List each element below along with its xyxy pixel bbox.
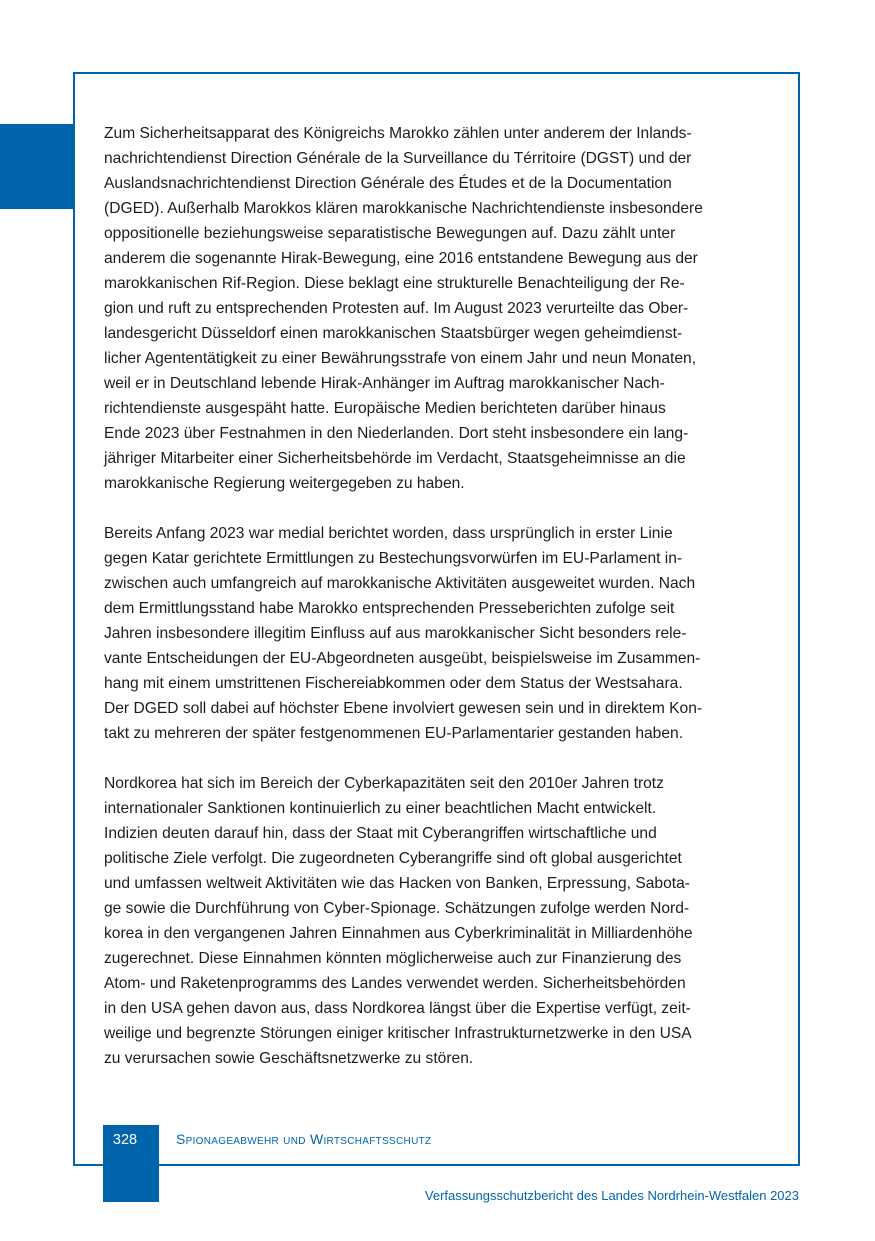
page-number: 328 <box>112 1132 138 1148</box>
section-title: Spionageabwehr und Wirtschaftsschutz <box>176 1131 432 1147</box>
paragraph-morocco-security: Zum Sicherheitsapparat des Königreichs Marokko zählen unter anderem der Inlands- nachrichtendienst Direction Générale de la Surveillance du Térritoire (DGST) und der Auslandsnachrichtendienst Direction Générale des Études et de la Documentation (DGED). Außerhalb Marokkos klären marokkanische Nachrichtendienste insbesondere oppositionelle beziehungsweise separatistische Bewegungen auf. Dazu zählt unter anderem die sogenannte Hirak-Bewegung, eine 2016 entstandene Bewegung aus der marokkanischen Rif-Region. Diese beklagt eine strukturelle Benachteiligung der Re- gion und ruft zu entsprechenden Protesten auf. Im August 2023 verurteilte das Ober- landesgericht Düsseldorf einen marokkanischen Staatsbürger wegen geheimdienst- licher Agententätigkeit zu einer Bewährungsstrafe von einem Jahr und neun Monaten, weil er in Deutschland lebende Hirak-Anhänger im Auftrag marokkanischer Nach- richtendienste ausgespäht hatte. Europäische Medien berichteten darüber hinaus Ende 2023 über Festnahmen in den Niederlanden. Dort steht insbesondere ein lang- jähriger Mitarbeiter einer Sicherheitsbehörde im Verdacht, Staatsgeheimnisse an die marokkanische Regierung weitergegeben zu haben. <box>104 125 703 492</box>
body-text <box>104 121 770 1096</box>
report-footer: Verfassungsschutzbericht des Landes Nordrhein-Westfalen 2023 <box>424 1188 799 1203</box>
chapter-tab-marker <box>0 124 74 209</box>
page-number-box <box>103 1125 159 1202</box>
paragraph-eu-parliament: Bereits Anfang 2023 war medial berichtet worden, dass ursprünglich in erster Linie gegen Katar gerichtete Ermittlungen zu Bestechungsvorwürfen im EU-Parlament in- zwischen auch umfangreich auf marokkanische Aktivitäten ausgeweitet wurden. Nach dem Ermittlungsstand habe Marokko entsprechenden Presseberichten zufolge seit Jahren insbesondere illegitim Einfluss auf aus marokkanischer Sicht besonders rele- vante Entscheidungen der EU-Abgeordneten ausgeübt, beispielsweise im Zusammen- hang mit einem umstrittenen Fischereiabkommen oder dem Status der Westsahara. Der DGED soll dabei auf höchster Ebene involviert gewesen sein und in direktem Kon- takt zu mehreren der später festgenommenen EU-Parlamentarier gestanden haben. <box>104 525 703 742</box>
paragraph-north-korea-cyber: Nordkorea hat sich im Bereich der Cyberkapazitäten seit den 2010er Jahren trotz internationaler Sanktionen kontinuierlich zu einer beachtlichen Macht entwickelt. Indizien deuten darauf hin, dass der Staat mit Cyberangriffen wirtschaftliche und politische Ziele verfolgt. Die zugeordneten Cyberangriffe sind oft global ausgerichtet und umfassen weltweit Aktivitäten wie das Hacken von Banken, Erpressung, Sabota- ge sowie die Durchführung von Cyber-Spionage. Schätzungen zufolge werden Nord- korea in den vergangenen Jahren Einnahmen aus Cyberkriminalität in Milliardenhöhe zugerechnet. Diese Einnahmen könnten möglicherweise auch zur Finanzierung des Atom- und Raketenprogramms des Landes verwendet werden. Sicherheitsbehörden in den USA gehen davon aus, dass Nordkorea längst über die Expertise verfügt, zeit- weilige und begrenzte Störungen einiger kritischer Infrastrukturnetzwerke in den USA zu verursachen sowie Geschäftsnetzwerke zu stören. <box>104 775 693 1067</box>
